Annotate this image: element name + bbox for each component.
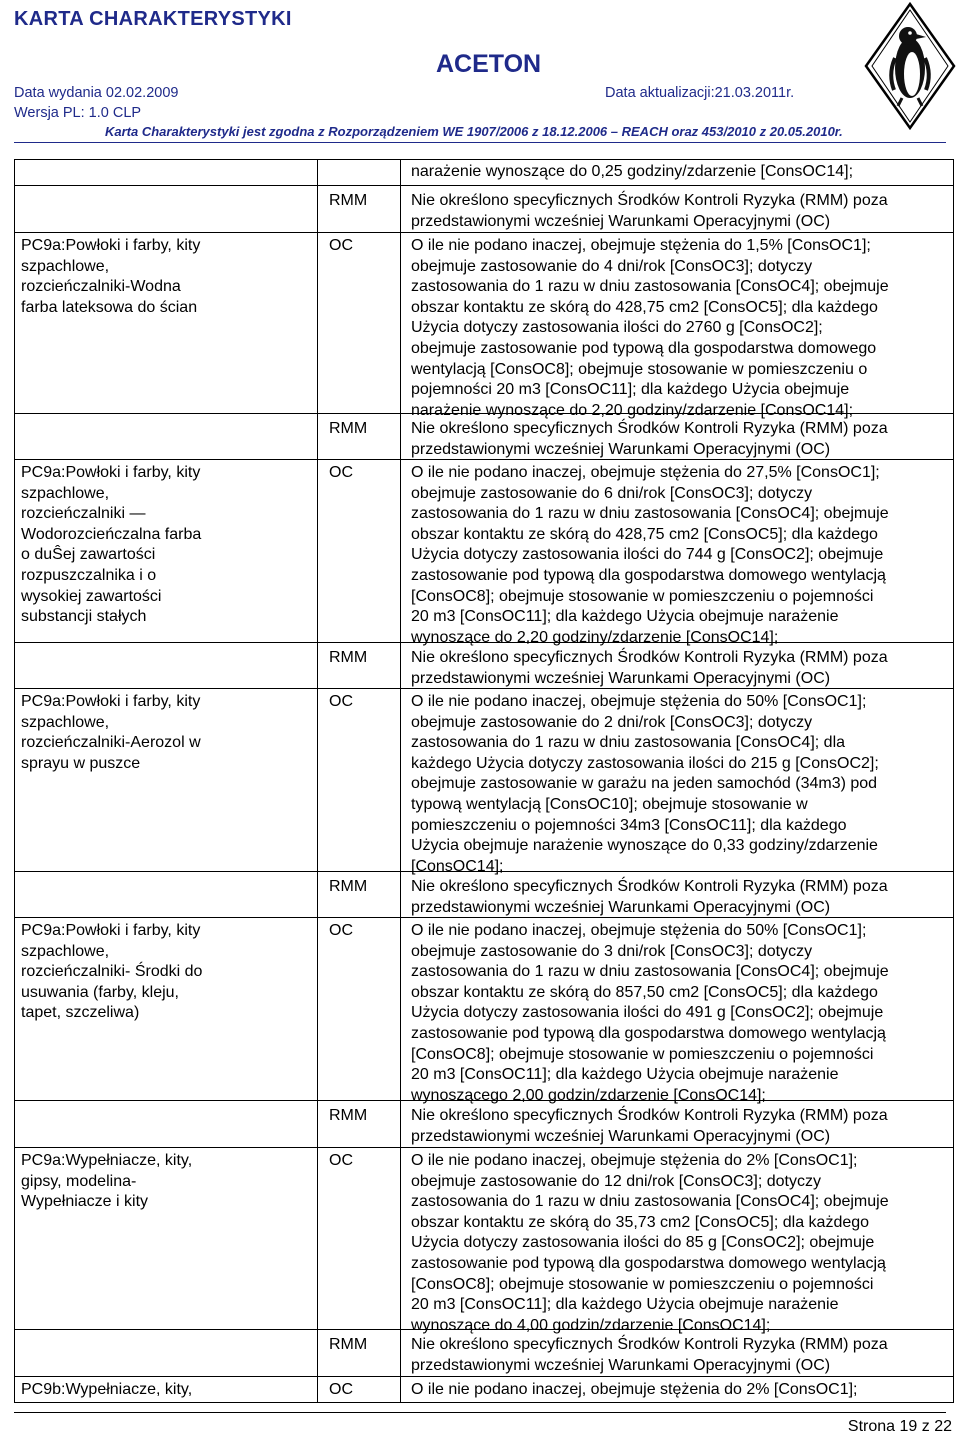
update-date: Data aktualizacji:21.03.2011r. <box>605 85 795 101</box>
code-cell: RMM <box>329 1336 368 1353</box>
table-row <box>15 459 953 646</box>
category-cell: PC9b:Wypełniacze, kity, <box>21 1381 193 1398</box>
code-cell: OC <box>329 1152 353 1169</box>
table-row <box>15 413 953 458</box>
description-cell: O ile nie podano inaczej, obejmuje stężenia do 2% [ConsOC1]; <box>411 1381 858 1398</box>
code-cell: RMM <box>329 192 368 209</box>
table-row <box>15 1329 953 1374</box>
product-name: ACETON <box>436 50 542 78</box>
table-row <box>15 688 953 875</box>
description-cell: narażenie wynoszące do 0,25 godziny/zdarzenie [ConsOC14]; <box>411 163 854 180</box>
table-row <box>15 1376 953 1398</box>
column-divider-left <box>317 160 318 1402</box>
table-row <box>15 185 953 230</box>
version-label: Wersja PL: 1.0 CLP <box>14 105 142 121</box>
description-cell: O ile nie podano inaczej, obejmuje stężenia do 27,5% [ConsOC1]; obejmuje zastosowanie do 6 dni/rok [ConsOC3]; dotyczy zastosowania do 1 razu w dniu zastosowania [ConsOC4]; obejmuje obszar kontaktu ze skórą do 428,75 cm2 [ConsOC5]; dla każdego Użycia dotyczy zastosowania ilości do 744 g [ConsOC2]; obejmuje zastosowanie pod typową dla gospodarstwa domowego wentylacją [ConsOC8]; obejmuje stosowanie w pomieszczeniu o pojemności 20 m3 [ConsOC11]; dla każdego Użycia obejmuje narażenie wynoszące do 2,20 godziny/zdarzenie [ConsOC14]; <box>411 464 889 646</box>
table-row <box>15 1147 953 1334</box>
code-cell: OC <box>329 922 353 939</box>
description-cell: Nie określono specyficznych Środków Kontroli Ryzyka (RMM) poza przedstawionymi wcześniej Warunkami Operacyjnymi (OC) <box>411 192 888 230</box>
description-cell: Nie określono specyficznych Środków Kontroli Ryzyka (RMM) poza przedstawionymi wcześniej Warunkami Operacyjnymi (OC) <box>411 878 888 916</box>
code-cell: OC <box>329 237 353 254</box>
description-cell: O ile nie podano inaczej, obejmuje stężenia do 2% [ConsOC1]; obejmuje zastosowanie do 12 dni/rok [ConsOC3]; dotyczy zastosowania do 1 razu w dniu zastosowania [ConsOC4]; obejmuje obszar kontaktu ze skórą do 35,73 cm2 [ConsOC5]; dla każdego Użycia dotyczy zastosowania ilości do 85 g [ConsOC2]; obejmuje zastosowanie pod typową dla gospodarstwa domowego wentylacją [ConsOC8]; obejmuje stosowanie w pomieszczeniu o pojemności 20 m3 [ConsOC11]; dla każdego Użycia obejmuje narażenie wynoszące do 4,00 godzin/zdarzenie [ConsOC14]; <box>411 1152 889 1334</box>
description-cell: O ile nie podano inaczej, obejmuje stężenia do 1,5% [ConsOC1]; obejmuje zastosowanie do 4 dni/rok [ConsOC3]; dotyczy zastosowania do 1 razu w dniu zastosowania [ConsOC4]; obejmuje obszar kontaktu ze skórą do 428,75 cm2 [ConsOC5]; dla każdego Użycia dotyczy zastosowania ilości do 2760 g [ConsOC2]; obejmuje zastosowanie pod typową dla gospodarstwa domowego wentylacją [ConsOC8]; obejmuje stosowanie w pomieszczeniu o pojemności 20 m3 [ConsOC11]; dla każdego Użycia obejmuje narażenie wynoszące do 2,20 godziny/zdarzenie [ConsOC14]; <box>411 237 889 419</box>
code-cell: RMM <box>329 649 368 666</box>
issue-date: Data wydania 02.02.2009 <box>14 85 179 101</box>
penguin-logo-icon <box>864 2 956 130</box>
code-cell: OC <box>329 693 353 710</box>
category-cell: PC9a:Powłoki i farby, kity szpachlowe, rozcieńczalniki- Środki do usuwania (farby, kleju, tapet, szczeliwa) <box>21 922 203 1022</box>
description-cell: O ile nie podano inaczej, obejmuje stężenia do 50% [ConsOC1]; obejmuje zastosowanie do 3 dni/rok [ConsOC3]; dotyczy zastosowania do 1 razu w dniu zastosowania [ConsOC4]; obejmuje obszar kontaktu ze skórą do 857,50 cm2 [ConsOC5]; dla każdego Użycia dotyczy zastosowania ilości do 491 g [ConsOC2]; obejmuje zastosowanie pod typową dla gospodarstwa domowego wentylacją [ConsOC8]; obejmuje stosowanie w pomieszczeniu o pojemności 20 m3 [ConsOC11]; dla każdego Użycia obejmuje narażenie wynoszącego 2,00 godzin/zdarzenie [ConsOC14]; <box>411 922 889 1104</box>
description-cell: Nie określono specyficznych Środków Kontroli Ryzyka (RMM) poza przedstawionymi wcześniej Warunkami Operacyjnymi (OC) <box>411 1336 888 1374</box>
code-cell: OC <box>329 1381 353 1398</box>
table-row <box>15 642 953 687</box>
table-row <box>15 871 953 916</box>
exposure-table <box>14 159 954 1403</box>
category-cell: PC9a:Wypełniacze, kity, gipsy, modelina- Wypełniacze i kity <box>21 1152 193 1211</box>
category-cell: PC9a:Powłoki i farby, kity szpachlowe, rozcieńczalniki-Aerozol w sprayu w puszce <box>21 693 201 772</box>
header-divider <box>14 142 946 143</box>
column-divider-right <box>400 160 401 1402</box>
code-cell: RMM <box>329 420 368 437</box>
description-cell: Nie określono specyficznych Środków Kontroli Ryzyka (RMM) poza przedstawionymi wcześniej Warunkami Operacyjnymi (OC) <box>411 649 888 687</box>
category-cell: PC9a:Powłoki i farby, kity szpachlowe, rozcieńczalniki — Wodorozcieńczalna farba o duŜej zawartości rozpuszczalnika i o wysokiej zawartości substancji stałych <box>21 464 202 626</box>
footer-divider <box>14 1412 946 1413</box>
document-title: KARTA CHARAKTERYSTYKI <box>14 8 292 30</box>
description-cell: O ile nie podano inaczej, obejmuje stężenia do 50% [ConsOC1]; obejmuje zastosowanie do 2 dni/rok [ConsOC3]; dotyczy zastosowania do 1 razu w dniu zastosowania [ConsOC4]; dla każdego Użycia dotyczy zastosowania ilości do 215 g [ConsOC2]; obejmuje zastosowanie w garażu na jeden samochód (34m3) pod typową wentylacją [ConsOC10]; obejmuje stosowanie w pomieszczeniu o pojemności 34m3 [ConsOC11]; dla każdego Użycia obejmuje narażenie wynoszące do 0,33 godziny/zdarzenie [ConsOC14]; <box>411 693 879 875</box>
table-row <box>15 232 953 419</box>
page-number: Strona 19 z 22 <box>847 1418 952 1435</box>
code-cell: OC <box>329 464 353 481</box>
regulation-note: Karta Charakterystyki jest zgodna z Rozporządzeniem WE 1907/2006 z 18.12.2006 – REACH oraz 453/2010 z 20.05.2010r. <box>105 124 843 139</box>
description-cell: Nie określono specyficznych Środków Kontroli Ryzyka (RMM) poza przedstawionymi wcześniej Warunkami Operacyjnymi (OC) <box>411 1107 888 1145</box>
table-row <box>15 1100 953 1145</box>
table-row <box>15 917 953 1104</box>
code-cell: RMM <box>329 878 368 895</box>
category-cell: PC9a:Powłoki i farby, kity szpachlowe, rozcieńczalniki-Wodna farba lateksowa do ścian <box>21 237 201 316</box>
code-cell: RMM <box>329 1107 368 1124</box>
description-cell: Nie określono specyficznych Środków Kontroli Ryzyka (RMM) poza przedstawionymi wcześniej Warunkami Operacyjnymi (OC) <box>411 420 888 458</box>
